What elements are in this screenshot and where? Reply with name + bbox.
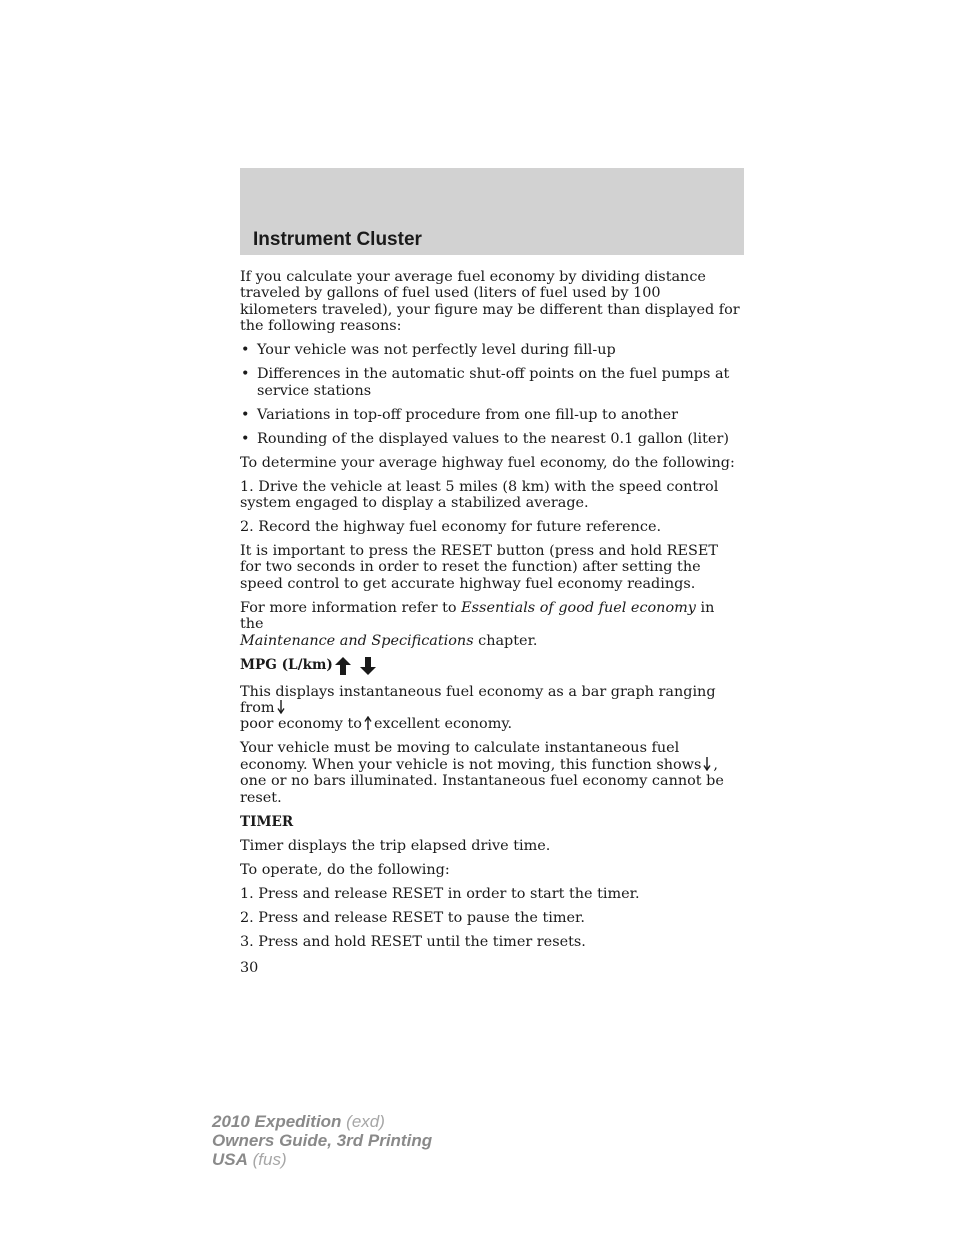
reasons-list <box>240 342 740 447</box>
list-item: • Differences in the automatic shut-off points on the fuel pumps at service stations <box>241 366 730 399</box>
page-content <box>240 269 740 958</box>
bullet-icon: • <box>241 366 250 383</box>
document-footer <box>212 1112 432 1169</box>
footer-market-code: (fus) <box>247 1150 287 1169</box>
highway-step-1: 1. Drive the vehicle at least 5 miles (8 km) with the speed control system engaged to display a stabilized average. <box>240 478 719 512</box>
arrow-up-icon <box>335 657 351 675</box>
mpg-description: This displays instantaneous fuel economy as a bar graph ranging from poor economy to excellent economy. <box>240 683 716 733</box>
timer-heading: TIMER <box>240 813 294 830</box>
list-item: • Your vehicle was not perfectly level during fill-up <box>241 342 616 359</box>
thin-arrow-up-icon <box>364 716 372 730</box>
reference-maintenance: Maintenance and Specifications <box>240 632 474 649</box>
timer-step-1: 1. Press and release RESET in order to start the timer. <box>240 885 640 902</box>
reference-essentials: Essentials of good fuel economy <box>461 599 696 616</box>
footer-model-code: (exd) <box>341 1112 385 1131</box>
list-item: • Variations in top-off procedure from one fill-up to another <box>241 406 679 423</box>
page-number: 30 <box>240 960 259 976</box>
bullet-icon: • <box>241 406 250 423</box>
footer-market: USA <box>212 1150 248 1169</box>
timer-description: Timer displays the trip elapsed drive time. <box>240 837 551 854</box>
footer-model: 2010 Expedition <box>212 1112 342 1131</box>
highway-step-2: 2. Record the highway fuel economy for future reference. <box>240 519 662 536</box>
mpg-heading: MPG (L/km) <box>240 657 740 675</box>
more-info-paragraph: For more information refer to Essentials of good fuel economy in the Maintenance and Specifications chapter. <box>240 599 715 649</box>
footer-guide: Owners Guide, 3rd Printing <box>212 1131 433 1150</box>
highway-intro: To determine your average highway fuel economy, do the following: <box>240 454 735 471</box>
arrow-down-icon <box>360 657 376 675</box>
timer-step-2: 2. Press and release RESET to pause the timer. <box>240 909 585 926</box>
timer-step-3: 3. Press and hold RESET until the timer resets. <box>240 933 586 950</box>
thin-arrow-down-icon <box>703 757 711 771</box>
reset-note: It is important to press the RESET button (press and hold RESET for two seconds in order to reset the function) after setting the speed control to get accurate highway fuel economy readings. <box>240 543 718 592</box>
bullet-icon: • <box>241 430 250 447</box>
list-item: • Rounding of the displayed values to the nearest 0.1 gallon (liter) <box>241 430 729 447</box>
section-header <box>240 168 744 255</box>
bullet-icon: • <box>241 342 250 359</box>
mpg-moving-note: Your vehicle must be moving to calculate instantaneous fuel economy. When your vehicle is not moving, this function shows , one or no bars illuminated. Instantaneous fuel economy cannot be reset. <box>240 740 724 806</box>
section-title: Instrument Cluster <box>253 229 422 250</box>
thin-arrow-down-icon <box>277 700 285 714</box>
timer-operate: To operate, do the following: <box>240 861 450 878</box>
intro-paragraph: If you calculate your average fuel economy by dividing distance traveled by gallons of fuel used (liters of fuel used by 100 kilometers traveled), your figure may be different than displayed for the following reasons: <box>240 269 740 335</box>
